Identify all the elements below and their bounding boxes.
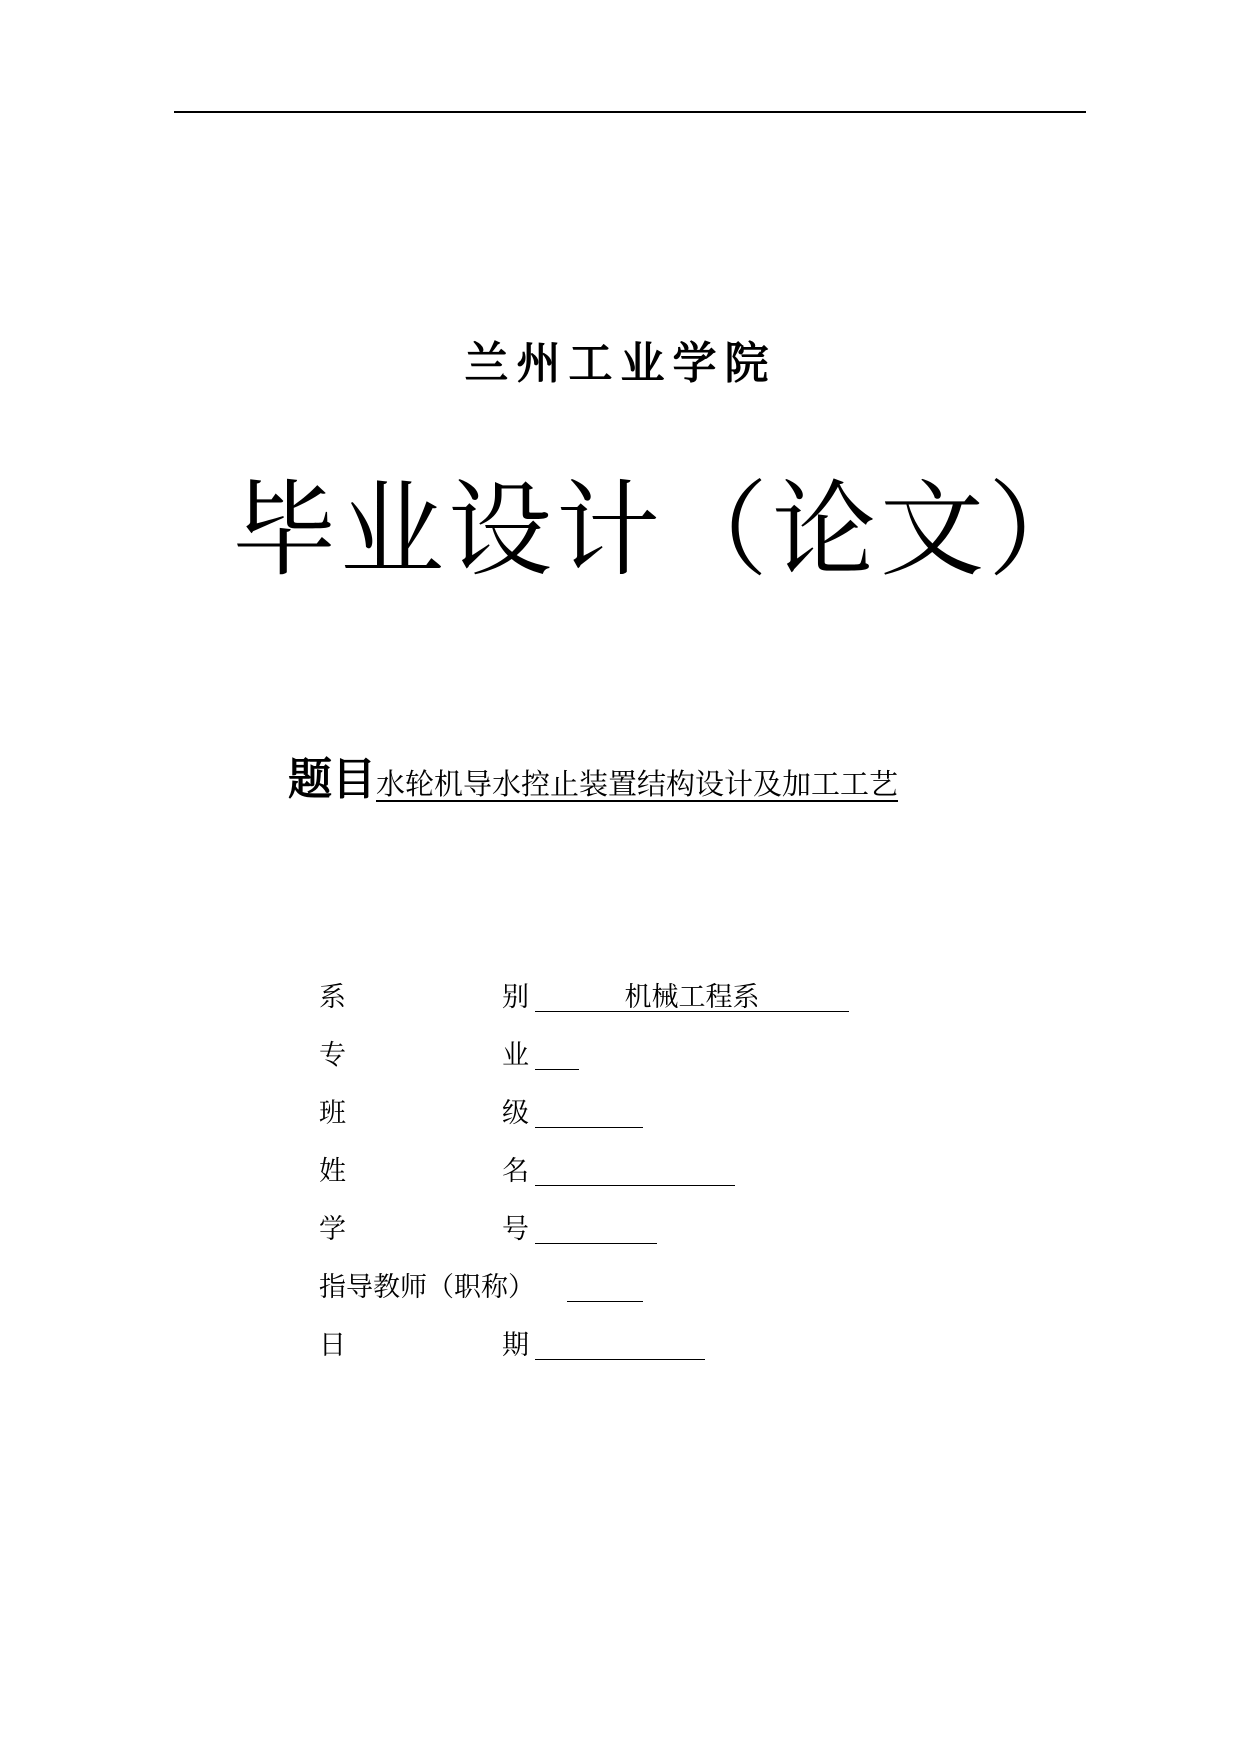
student-id-label-char-1: 学	[319, 1214, 346, 1245]
major-label-char-1: 专	[319, 1040, 346, 1071]
department-label-char-1: 系	[319, 982, 346, 1013]
advisor-field	[567, 1268, 643, 1302]
student-id-field	[535, 1210, 657, 1244]
thesis-title-label: 题目	[288, 754, 376, 805]
class-label-char-2: 级	[502, 1098, 529, 1129]
class-field	[535, 1094, 643, 1128]
name-field	[535, 1152, 735, 1186]
name-label-char-1: 姓	[319, 1156, 346, 1187]
major-label-char-2: 业	[502, 1040, 529, 1071]
document-type-heading: 毕业设计（论文）	[232, 469, 1097, 591]
advisor-label: 指导教师（职称）	[319, 1272, 535, 1303]
department-field: 机械工程系	[535, 978, 849, 1012]
department-label-char-2: 别	[502, 982, 529, 1013]
name-label-char-2: 名	[502, 1156, 529, 1187]
date-field	[535, 1326, 705, 1360]
date-label-char-2: 期	[502, 1330, 529, 1361]
major-field	[535, 1036, 579, 1070]
class-label-char-1: 班	[319, 1098, 346, 1129]
thesis-title-row	[288, 752, 898, 817]
thesis-title-value: 水轮机导水控止装置结构设计及加工工艺	[376, 767, 899, 801]
institution-name: 兰州工业学院	[464, 338, 777, 389]
student-id-label-char-2: 号	[502, 1214, 529, 1245]
date-label-char-1: 日	[319, 1330, 346, 1361]
header-rule	[174, 111, 1086, 113]
